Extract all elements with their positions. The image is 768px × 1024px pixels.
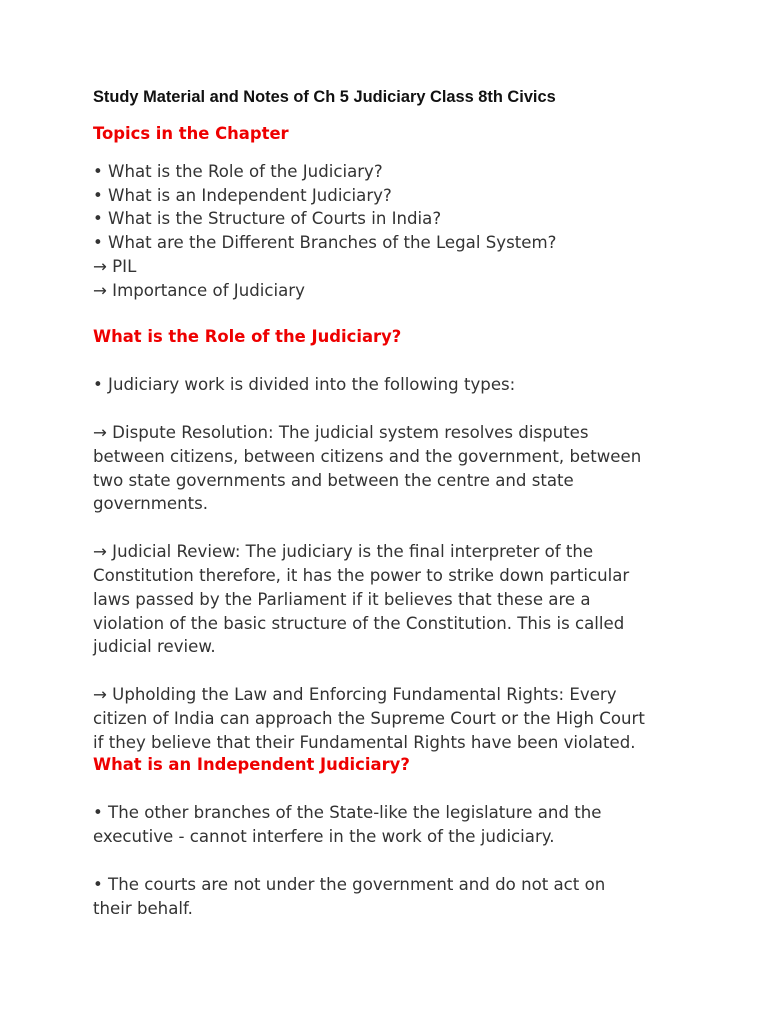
- topic-item: • What is the Structure of Courts in India?: [93, 209, 442, 229]
- paragraph-line: governments.: [93, 494, 209, 514]
- independent-paragraph-2: [93, 873, 693, 921]
- paragraph-line: judicial review.: [93, 637, 216, 657]
- paragraph-line: citizen of India can approach the Supreme Court or the High Court: [93, 708, 645, 728]
- upholding-law-paragraph: [93, 683, 693, 754]
- paragraph-line: Constitution therefore, it has the power to strike down particular: [93, 565, 630, 585]
- topic-item: → Importance of Judiciary: [93, 280, 305, 300]
- independent-paragraph-1: [93, 801, 693, 849]
- topic-item: • What is the Role of the Judiciary?: [93, 162, 383, 181]
- topic-item: → PIL: [93, 256, 137, 276]
- paragraph-line: if they believe that their Fundamental Rights have been violated.: [93, 732, 636, 752]
- paragraph-line: → Judicial Review: The judiciary is the final interpreter of the: [93, 542, 594, 562]
- paragraph-line: between citizens, between citizens and the government, between: [93, 446, 642, 466]
- topics-heading: Topics in the Chapter: [93, 124, 289, 143]
- paragraph-line: violation of the basic structure of the Constitution. This is called: [93, 613, 625, 633]
- paragraph-line: → Dispute Resolution: The judicial system resolves disputes: [93, 422, 589, 442]
- paragraph-line: two state governments and between the centre and state: [93, 470, 574, 490]
- paragraph-line: executive - cannot interfere in the work of the judiciary.: [93, 827, 555, 847]
- topic-item: • What is an Independent Judiciary?: [93, 185, 392, 205]
- independent-judiciary-heading: What is an Independent Judiciary?: [93, 755, 410, 775]
- paragraph-line: laws passed by the Parliament if it believes that these are a: [93, 589, 591, 609]
- paragraph-line: • The other branches of the State-like the legislature and the: [93, 803, 602, 823]
- document-page: [93, 86, 693, 921]
- topics-list: [93, 160, 693, 302]
- paragraph-line: → Upholding the Law and Enforcing Fundamental Rights: Every: [93, 685, 617, 705]
- document-title: Study Material and Notes of Ch 5 Judiciary Class 8th Civics: [93, 88, 556, 106]
- role-heading: What is the Role of the Judiciary?: [93, 327, 402, 347]
- role-intro: • Judiciary work is divided into the following types:: [93, 375, 516, 395]
- judicial-review-paragraph: [93, 540, 693, 659]
- paragraph-line: their behalf.: [93, 898, 193, 918]
- topic-item: • What are the Different Branches of the Legal System?: [93, 233, 557, 253]
- dispute-resolution-paragraph: [93, 421, 693, 516]
- paragraph-line: • The courts are not under the government and do not act on: [93, 875, 606, 895]
